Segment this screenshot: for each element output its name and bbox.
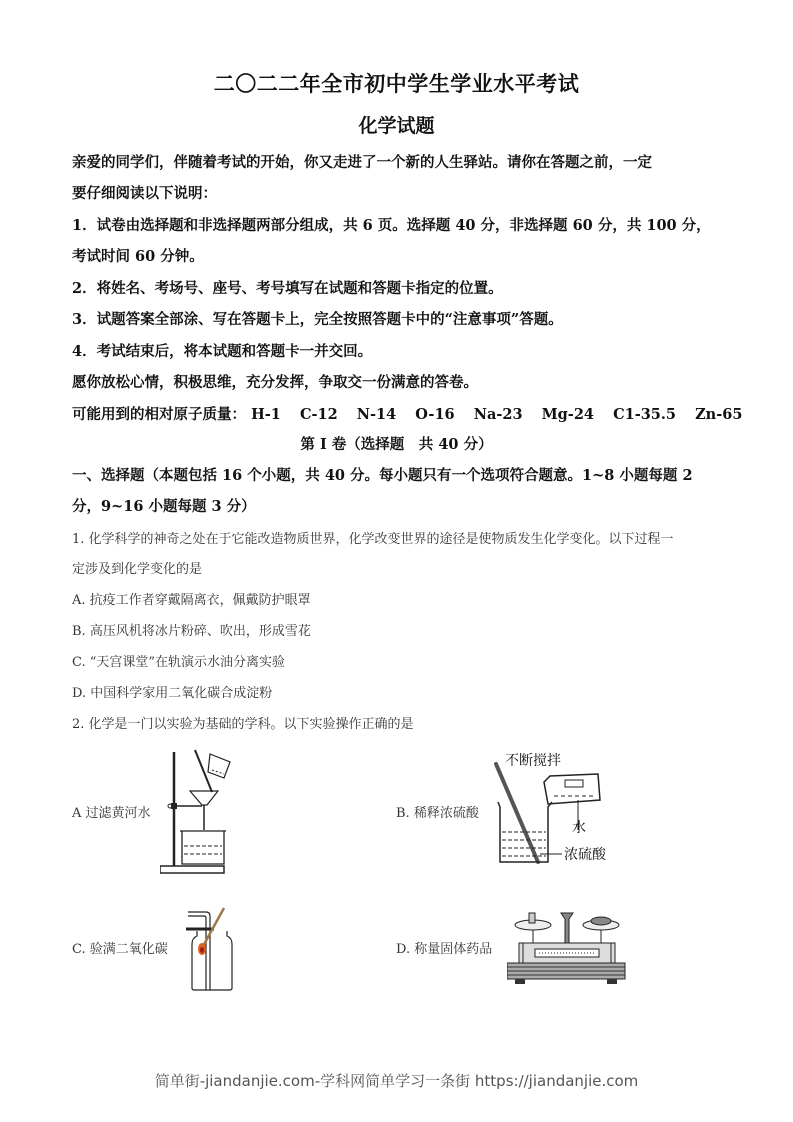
mass-h: H-1 <box>251 406 281 423</box>
atomic-masses-line <box>72 403 756 424</box>
instruction-item-1-cont: 考试时间 60 分钟。 <box>72 248 204 265</box>
gas-bottle-match-icon <box>182 904 242 994</box>
instruction-item-1: 1．试卷由选择题和非选择题两部分组成，共 6 页。选择题 40 分，非选择题 60 分，共 100 分， <box>72 217 711 234</box>
mass-n: N-14 <box>356 406 397 423</box>
dilution-beaker-icon <box>490 752 640 870</box>
atomic-masses-label: 可能用到的相对原子质量： <box>72 406 246 423</box>
intro-line-2: 要仔细阅读以下说明： <box>72 185 217 202</box>
mass-o: O-16 <box>415 406 455 423</box>
acid-annotation: 浓硫酸 <box>564 847 606 863</box>
mass-zn: Zn-65 <box>695 406 743 423</box>
question-2-stem: 2. 化学是一门以实验为基础的学科。以下实验操作正确的是 <box>72 717 414 732</box>
filtration-apparatus-icon <box>160 748 260 876</box>
instruction-item-3: 3．试题答案全部涂、写在答题卡上，完全按照答题卡中的“注意事项”答题。 <box>72 311 563 328</box>
mass-cl: C1-35.5 <box>613 406 677 423</box>
section-heading: 一、选择题（本题包括 16 个小题，共 40 分。每小题只有一个选项符合题意。1~8 小题每题 2 <box>72 467 693 484</box>
instruction-item-4: 4．考试结束后，将本试题和答题卡一并交回。 <box>72 343 373 360</box>
figure-c-label: C. 验满二氧化碳 <box>72 942 168 957</box>
question-1-option-c: C. “天宫课堂”在轨演示水油分离实验 <box>72 655 286 670</box>
question-1-stem-cont: 定涉及到化学变化的是 <box>72 562 203 577</box>
balance-scale-icon <box>507 905 627 987</box>
mass-na: Na-23 <box>473 406 523 423</box>
wish-line: 愿你放松心情，积极思维，充分发挥，争取交一份满意的答卷。 <box>72 374 478 391</box>
figure-d-label: D. 称量固体药品 <box>396 942 493 957</box>
question-1-option-d: D. 中国科学家用二氧化碳合成淀粉 <box>72 686 273 701</box>
mass-mg: Mg-24 <box>541 406 594 423</box>
exam-subtitle: 化学试题 <box>358 115 435 137</box>
mass-c: C-12 <box>299 406 338 423</box>
question-1-option-a: A. 抗疫工作者穿戴隔离衣，佩戴防护眼罩 <box>72 593 311 608</box>
instruction-item-2: 2．将姓名、考场号、座号、考号填写在试题和答题卡指定的位置。 <box>72 280 503 297</box>
figure-a-label: A 过滤黄河水 <box>72 806 151 821</box>
figure-b-label: B. 稀释浓硫酸 <box>396 806 479 821</box>
stir-annotation: 不断搅拌 <box>505 753 561 769</box>
question-1-option-b: B. 高压风机将冰片粉碎、吹出，形成雪花 <box>72 624 311 639</box>
intro-line-1: 亲爱的同学们，伴随着考试的开始，你又走进了一个新的人生驿站。请你在答题之前，一定 <box>72 154 652 171</box>
footer-watermark: 简单街-jiandanjie.com-学科网简单学习一条街 https://jiandanjie.com <box>154 1072 639 1090</box>
exam-title: 二〇二二年全市初中学生学业水平考试 <box>213 71 580 96</box>
water-annotation: 水 <box>572 820 586 836</box>
part-title: 第 I 卷（选择题 共 40 分） <box>300 436 493 453</box>
question-1-stem: 1. 化学科学的神奇之处在于它能改造物质世界，化学改变世界的途径是使物质发生化学变化。以下过程一 <box>72 532 674 547</box>
section-heading-cont: 分，9~16 小题每题 3 分） <box>72 498 256 515</box>
